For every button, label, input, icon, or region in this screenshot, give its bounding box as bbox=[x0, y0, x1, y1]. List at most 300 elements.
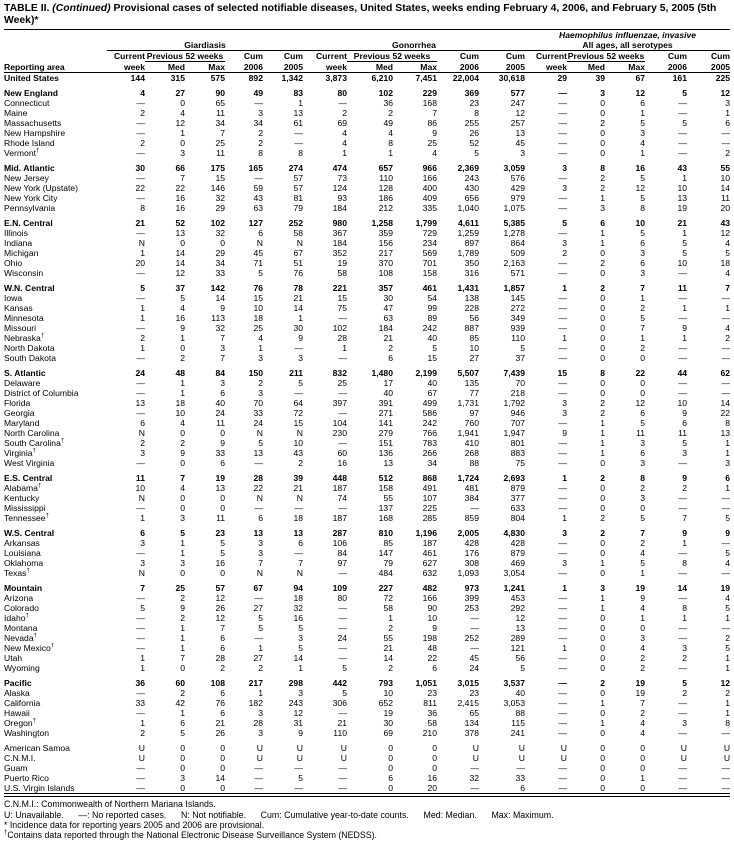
value-cell: 1 bbox=[140, 313, 145, 324]
value-cell: — bbox=[338, 388, 347, 399]
value-cell: 138 bbox=[464, 293, 479, 304]
column-header-max: Max bbox=[393, 62, 437, 73]
value-cell: 57 bbox=[215, 583, 225, 594]
reporting-area-label: Michigan bbox=[4, 248, 39, 259]
reporting-area-label: Louisiana bbox=[4, 548, 41, 559]
value-cell: 16 bbox=[635, 163, 645, 174]
value-cell: 3 bbox=[600, 88, 605, 99]
value-cell: 350 bbox=[464, 258, 479, 269]
value-cell: 1 bbox=[140, 248, 145, 259]
value-cell: — bbox=[558, 623, 567, 634]
value-cell: 9 bbox=[220, 303, 225, 314]
value-cell: 5 bbox=[258, 438, 263, 449]
table-row bbox=[4, 593, 730, 603]
table-row bbox=[4, 268, 730, 278]
value-cell: — bbox=[678, 633, 687, 644]
value-cell: 110 bbox=[333, 728, 347, 739]
table-row bbox=[4, 688, 730, 698]
value-cell: — bbox=[558, 483, 567, 494]
value-cell: 228 bbox=[464, 303, 479, 314]
value-cell: 158 bbox=[422, 268, 437, 279]
value-cell: 72 bbox=[293, 408, 303, 419]
value-cell: 72 bbox=[383, 593, 393, 604]
value-cell: 6 bbox=[725, 118, 731, 129]
value-cell: U bbox=[296, 743, 303, 754]
dagger-mark: † bbox=[40, 333, 45, 340]
value-cell: 491 bbox=[422, 483, 437, 494]
value-cell: — bbox=[678, 708, 687, 719]
table-row bbox=[4, 173, 730, 183]
value-cell: 3 bbox=[298, 353, 303, 364]
value-cell: 892 bbox=[248, 73, 263, 84]
reporting-area-cell bbox=[4, 163, 107, 173]
value-cell: 1 bbox=[725, 303, 731, 314]
dagger-mark: † bbox=[26, 568, 30, 575]
value-cell: 3,015 bbox=[457, 678, 479, 689]
value-cell: 10 bbox=[677, 183, 687, 194]
value-cell: 766 bbox=[422, 428, 437, 439]
table-row bbox=[4, 438, 730, 448]
reporting-area-cell bbox=[4, 528, 107, 538]
value-cell: — bbox=[678, 728, 687, 739]
value-cell: — bbox=[338, 408, 347, 419]
value-cell: 0 bbox=[600, 138, 605, 149]
value-cell: 14 bbox=[720, 183, 731, 194]
value-cell: 6 bbox=[220, 388, 225, 399]
value-cell: — bbox=[107, 783, 145, 794]
table-row bbox=[4, 558, 730, 568]
value-cell: — bbox=[721, 378, 731, 389]
value-cell: — bbox=[254, 593, 263, 604]
value-cell: 10 bbox=[383, 688, 393, 699]
reporting-area-cell bbox=[4, 118, 107, 128]
region-row bbox=[4, 368, 730, 378]
table-row bbox=[4, 493, 730, 503]
reporting-area-label: Washington bbox=[4, 728, 50, 739]
value-cell: 5 bbox=[640, 193, 645, 204]
value-cell: — bbox=[558, 173, 567, 184]
reporting-area-cell bbox=[4, 303, 107, 313]
value-cell: 40 bbox=[427, 333, 437, 344]
table-row bbox=[4, 183, 730, 193]
value-cell: 3 bbox=[682, 448, 687, 459]
value-cell: 13 bbox=[383, 458, 393, 469]
value-cell: 5 bbox=[682, 238, 687, 249]
value-cell: — bbox=[136, 763, 145, 774]
region-row bbox=[4, 163, 730, 173]
value-cell: 887 bbox=[464, 323, 479, 334]
value-cell: 16 bbox=[175, 203, 185, 214]
value-cell: 124 bbox=[332, 183, 347, 194]
value-cell: 9 bbox=[180, 603, 185, 614]
value-cell: 242 bbox=[422, 418, 437, 429]
value-cell: 378 bbox=[464, 728, 479, 739]
value-cell: 9 bbox=[682, 473, 687, 484]
value-cell: 20 bbox=[720, 203, 731, 214]
value-cell: 3 bbox=[258, 708, 263, 719]
value-cell: 165 bbox=[248, 163, 263, 174]
table-row bbox=[4, 378, 730, 388]
value-cell: 274 bbox=[288, 163, 303, 174]
value-cell: — bbox=[721, 343, 731, 354]
value-cell: 56 bbox=[515, 653, 525, 664]
value-cell: N bbox=[138, 428, 145, 439]
value-cell: 43 bbox=[293, 448, 303, 459]
gonorrhea-header: Gonorrhea bbox=[303, 40, 525, 51]
value-cell: 1 bbox=[682, 333, 687, 344]
value-cell: 868 bbox=[422, 473, 437, 484]
value-cell: 23 bbox=[427, 688, 437, 699]
value-cell: 1,093 bbox=[457, 568, 479, 579]
value-cell: 6 bbox=[600, 218, 605, 229]
value-cell: 5 bbox=[725, 643, 731, 654]
value-cell: 2 bbox=[180, 438, 185, 449]
value-cell: 1 bbox=[600, 558, 605, 569]
value-cell: — bbox=[470, 643, 479, 654]
value-cell: — bbox=[136, 378, 145, 389]
value-cell: 76 bbox=[215, 698, 225, 709]
value-cell: 1,799 bbox=[415, 218, 437, 229]
column-header-med: Med bbox=[145, 62, 185, 73]
value-cell: 5 bbox=[474, 148, 479, 159]
value-cell: 9 bbox=[432, 128, 437, 139]
value-cell: 6 bbox=[682, 418, 687, 429]
value-cell: 10 bbox=[253, 303, 263, 314]
value-cell: — bbox=[558, 688, 567, 699]
value-cell: 2 bbox=[180, 593, 185, 604]
value-cell: — bbox=[338, 643, 347, 654]
value-cell: 175 bbox=[210, 163, 225, 174]
value-cell: 45 bbox=[469, 653, 479, 664]
table-row bbox=[4, 613, 730, 623]
value-cell: — bbox=[558, 633, 567, 644]
value-cell: — bbox=[558, 108, 567, 119]
value-cell: 4 bbox=[640, 643, 645, 654]
value-cell: — bbox=[136, 118, 145, 129]
value-cell: 4 bbox=[725, 323, 731, 334]
value-cell: — bbox=[721, 503, 731, 514]
value-cell: 14 bbox=[175, 248, 185, 259]
value-cell: 43 bbox=[720, 218, 731, 229]
value-cell: 10 bbox=[635, 218, 645, 229]
value-cell: — bbox=[516, 763, 525, 774]
value-cell: 707 bbox=[510, 418, 525, 429]
column-header-week: week bbox=[525, 62, 567, 73]
value-cell: 0 bbox=[640, 378, 645, 389]
value-cell: 0 bbox=[640, 753, 645, 764]
value-cell: 4 bbox=[725, 593, 731, 604]
reporting-area-cell bbox=[4, 538, 107, 548]
value-cell: 5 bbox=[258, 623, 263, 634]
footnotes bbox=[4, 796, 730, 841]
value-cell: 1 bbox=[298, 98, 303, 109]
value-cell: 3 bbox=[562, 163, 567, 174]
title-continued: (Continued) bbox=[52, 3, 111, 14]
value-cell: — bbox=[678, 148, 687, 159]
value-cell: 3 bbox=[562, 398, 567, 409]
value-cell: 1 bbox=[562, 283, 567, 294]
value-cell: 7 bbox=[682, 513, 687, 524]
value-cell: — bbox=[678, 458, 687, 469]
value-cell: 12 bbox=[215, 613, 225, 624]
value-cell: 1 bbox=[682, 173, 687, 184]
value-cell: 5 bbox=[640, 173, 645, 184]
value-cell: 15 bbox=[427, 353, 437, 364]
value-cell: — bbox=[558, 593, 567, 604]
value-cell: 7,451 bbox=[415, 73, 437, 84]
reporting-area-cell bbox=[4, 333, 107, 343]
value-cell: 16 bbox=[293, 613, 303, 624]
value-cell: 2 bbox=[342, 108, 347, 119]
value-cell: — bbox=[558, 773, 567, 784]
value-cell: — bbox=[678, 663, 687, 674]
value-cell: — bbox=[338, 568, 347, 579]
value-cell: 85 bbox=[383, 538, 393, 549]
value-cell: 357 bbox=[378, 283, 393, 294]
value-cell: U bbox=[138, 753, 145, 764]
value-cell: 0 bbox=[432, 763, 437, 774]
value-cell: 783 bbox=[422, 438, 437, 449]
value-cell: 84 bbox=[337, 548, 347, 559]
value-cell: — bbox=[678, 388, 687, 399]
value-cell: 70 bbox=[253, 398, 263, 409]
value-cell: 0 bbox=[180, 753, 185, 764]
value-cell: 23 bbox=[215, 528, 225, 539]
value-cell: 4 bbox=[725, 558, 731, 569]
value-cell: — bbox=[294, 343, 303, 354]
value-cell: 0 bbox=[220, 568, 225, 579]
reporting-area-cell bbox=[4, 148, 107, 158]
value-cell: 3 bbox=[140, 538, 145, 549]
value-cell: — bbox=[136, 98, 145, 109]
value-cell: 21 bbox=[383, 333, 393, 344]
value-cell: 24 bbox=[135, 368, 145, 379]
subheader-previous-52-weeks: Previous 52 weeks bbox=[567, 51, 645, 62]
value-cell: 5 bbox=[640, 313, 645, 324]
value-cell: 2 bbox=[600, 183, 605, 194]
value-cell: 6 bbox=[298, 538, 303, 549]
value-cell: — bbox=[254, 503, 263, 514]
value-cell: 0 bbox=[145, 783, 185, 794]
column-header-max: Max bbox=[185, 62, 225, 73]
reporting-area-cell bbox=[4, 568, 107, 578]
value-cell: 1 bbox=[562, 513, 567, 524]
value-cell: 13 bbox=[293, 108, 303, 119]
reporting-area-cell bbox=[4, 583, 107, 593]
value-cell: 211 bbox=[289, 368, 303, 379]
value-cell: 399 bbox=[464, 593, 479, 604]
value-cell: 298 bbox=[288, 678, 303, 689]
value-cell: 6 bbox=[258, 228, 263, 239]
value-cell: 442 bbox=[332, 678, 347, 689]
value-cell: 7 bbox=[180, 653, 185, 664]
value-cell: 37 bbox=[175, 283, 185, 294]
reporting-area-label: E.S. Central bbox=[4, 473, 53, 484]
reporting-area-label: Massachusetts bbox=[4, 118, 62, 129]
value-cell: 6 bbox=[140, 528, 145, 539]
value-cell: 8 bbox=[682, 558, 687, 569]
value-cell: 289 bbox=[510, 633, 525, 644]
reporting-area-cell bbox=[4, 663, 107, 673]
value-cell: 7 bbox=[640, 528, 645, 539]
value-cell: 6 bbox=[388, 773, 393, 784]
value-cell: 859 bbox=[464, 513, 479, 524]
value-cell: 67 bbox=[293, 248, 303, 259]
value-cell: 27 bbox=[469, 353, 479, 364]
value-cell: 2 bbox=[140, 438, 145, 449]
value-cell: 13 bbox=[253, 528, 263, 539]
value-cell: 3 bbox=[180, 148, 185, 159]
value-cell: 60 bbox=[175, 678, 185, 689]
value-cell: 0 bbox=[432, 753, 437, 764]
value-cell: 21 bbox=[215, 718, 225, 729]
value-cell: 29 bbox=[215, 203, 225, 214]
reporting-area-cell bbox=[4, 258, 107, 268]
value-cell: 632 bbox=[422, 568, 437, 579]
value-cell: 0 bbox=[180, 428, 185, 439]
value-cell: 19 bbox=[677, 203, 687, 214]
reporting-area-label: Wisconsin bbox=[4, 268, 44, 279]
value-cell: 1 bbox=[682, 538, 687, 549]
value-cell: 88 bbox=[469, 458, 479, 469]
table-row bbox=[4, 228, 730, 238]
value-cell: 729 bbox=[422, 228, 437, 239]
value-cell: 0 bbox=[600, 343, 605, 354]
subheader-blank bbox=[4, 51, 107, 62]
value-cell: 367 bbox=[332, 228, 347, 239]
reporting-area-label: Maine bbox=[4, 108, 28, 119]
value-cell: 1 bbox=[298, 663, 303, 674]
value-cell: — bbox=[558, 538, 567, 549]
value-cell: 20 bbox=[135, 258, 145, 269]
reporting-area-cell bbox=[4, 783, 107, 794]
value-cell: 28 bbox=[253, 473, 263, 484]
value-cell: — bbox=[678, 773, 687, 784]
value-cell: 4 bbox=[640, 603, 645, 614]
value-cell: 2 bbox=[600, 528, 605, 539]
value-cell: 17 bbox=[383, 378, 393, 389]
value-cell: 52 bbox=[469, 138, 479, 149]
value-cell: 15 bbox=[557, 368, 567, 379]
value-cell: — bbox=[294, 548, 303, 559]
column-header-med: Med bbox=[347, 62, 393, 73]
value-cell: 0 bbox=[388, 753, 393, 764]
value-cell: 804 bbox=[510, 513, 525, 524]
value-cell: 67 bbox=[427, 388, 437, 399]
value-cell: 21 bbox=[677, 218, 687, 229]
value-cell: — bbox=[294, 763, 303, 774]
value-cell: — bbox=[558, 458, 567, 469]
value-cell: 3 bbox=[640, 268, 645, 279]
reporting-area-cell bbox=[4, 73, 107, 84]
table-row bbox=[4, 108, 730, 118]
value-cell: — bbox=[303, 783, 347, 794]
value-cell: 22,004 bbox=[452, 73, 479, 84]
value-cell: 980 bbox=[332, 218, 347, 229]
value-cell: 3 bbox=[600, 583, 605, 594]
value-cell: 5 bbox=[640, 118, 645, 129]
value-cell: U bbox=[560, 753, 567, 764]
reporting-area-label: South Carolina bbox=[4, 438, 61, 449]
value-cell: — bbox=[338, 353, 347, 364]
value-cell: 0 bbox=[220, 428, 225, 439]
value-cell: 3 bbox=[682, 643, 687, 654]
value-cell: 20 bbox=[393, 783, 437, 794]
value-cell: 4 bbox=[725, 268, 731, 279]
value-cell: 1 bbox=[640, 333, 645, 344]
value-cell: 11 bbox=[721, 193, 731, 204]
value-cell: 34 bbox=[215, 258, 225, 269]
subheader-previous-52-weeks: Previous 52 weeks bbox=[146, 51, 224, 62]
value-cell: 141 bbox=[378, 418, 393, 429]
value-cell: 430 bbox=[464, 183, 479, 194]
value-cell: 7 bbox=[640, 698, 645, 709]
value-cell: 2,415 bbox=[457, 698, 479, 709]
value-cell: 9 bbox=[682, 408, 687, 419]
value-cell: 5 bbox=[520, 343, 525, 354]
region-row bbox=[4, 528, 730, 538]
value-cell: 176 bbox=[464, 548, 479, 559]
reporting-area-label: United States bbox=[4, 73, 59, 84]
value-cell: 44 bbox=[677, 368, 687, 379]
value-cell: — bbox=[136, 193, 145, 204]
reporting-area-label: E.N. Central bbox=[4, 218, 53, 229]
reporting-area-label: Iowa bbox=[4, 293, 23, 304]
table-row bbox=[4, 448, 730, 458]
value-cell: 1 bbox=[180, 333, 185, 344]
value-cell: 3 bbox=[640, 438, 645, 449]
value-cell: 243 bbox=[288, 698, 303, 709]
value-cell: 1 bbox=[682, 303, 687, 314]
footnote-cnmi: C.N.M.I.: Commonwealth of Northern Mariana Islands. bbox=[4, 799, 216, 810]
value-cell: 577 bbox=[510, 88, 525, 99]
value-cell: 576 bbox=[510, 173, 525, 184]
table-row bbox=[4, 398, 730, 408]
value-cell: 145 bbox=[510, 293, 525, 304]
value-cell: 9 bbox=[725, 528, 731, 539]
value-cell: 9 bbox=[298, 728, 303, 739]
reporting-area-label: Montana bbox=[4, 623, 38, 634]
value-cell: 0 bbox=[600, 643, 605, 654]
table-row bbox=[4, 408, 730, 418]
value-cell: 5 bbox=[342, 663, 347, 674]
value-cell: 63 bbox=[253, 203, 263, 214]
value-cell: 42 bbox=[175, 698, 185, 709]
value-cell: 73 bbox=[337, 173, 347, 184]
value-cell: 5 bbox=[725, 248, 731, 259]
value-cell: — bbox=[136, 708, 145, 719]
value-cell: 5 bbox=[258, 613, 263, 624]
value-cell: 5 bbox=[298, 643, 303, 654]
value-cell: 18 bbox=[720, 258, 731, 269]
value-cell: — bbox=[721, 763, 731, 774]
value-cell: 49 bbox=[253, 88, 263, 99]
value-cell: 306 bbox=[332, 698, 347, 709]
value-cell: 9 bbox=[180, 323, 185, 334]
reporting-area-cell bbox=[4, 248, 107, 258]
value-cell: 59 bbox=[253, 183, 263, 194]
table-row bbox=[4, 428, 730, 438]
value-cell: 2 bbox=[600, 678, 605, 689]
value-cell: 217 bbox=[248, 678, 263, 689]
table-row bbox=[4, 643, 730, 653]
value-cell: 43 bbox=[253, 193, 263, 204]
value-cell: 0 bbox=[180, 238, 185, 249]
value-cell: 184 bbox=[332, 203, 347, 214]
reporting-area-cell bbox=[4, 183, 107, 193]
value-cell: — bbox=[678, 593, 687, 604]
value-cell: 6 bbox=[220, 708, 225, 719]
